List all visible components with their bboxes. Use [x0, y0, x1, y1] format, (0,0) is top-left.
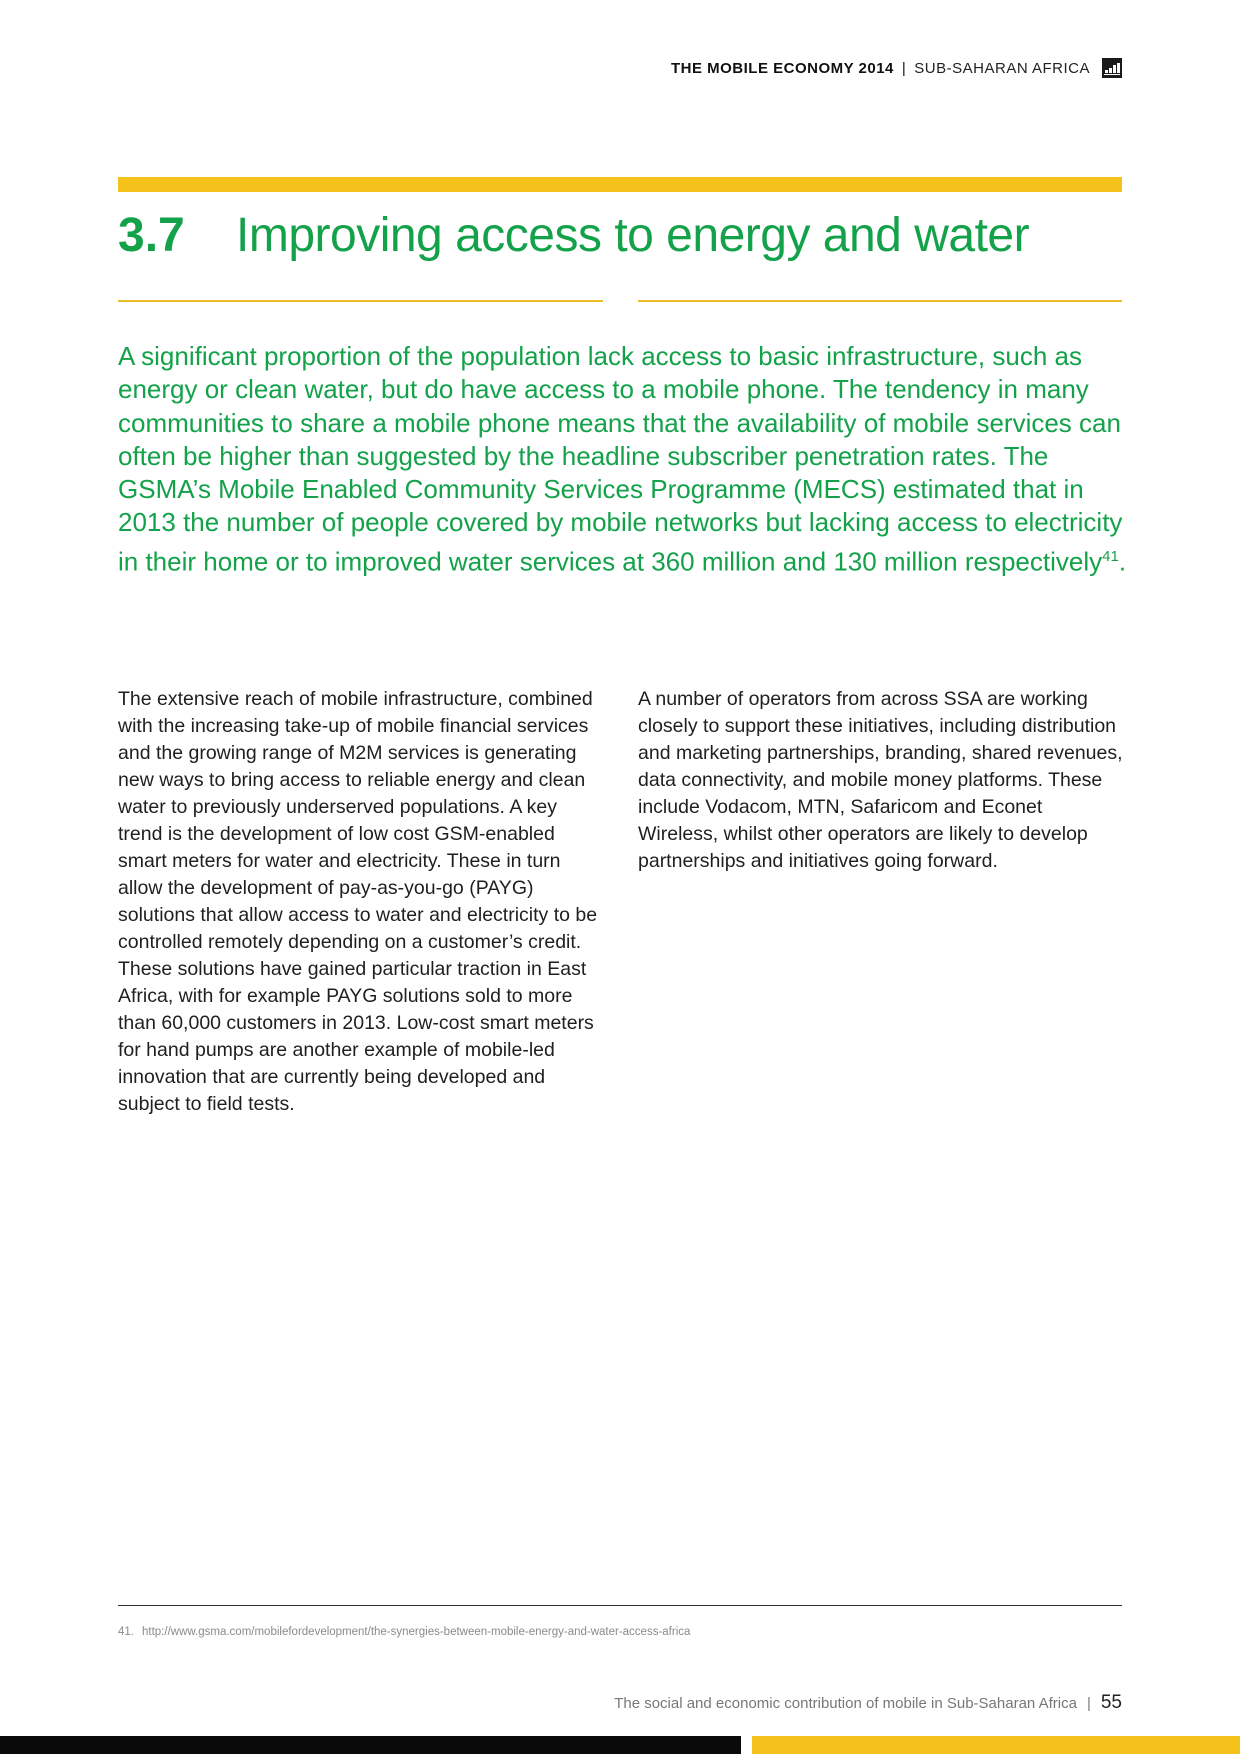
- header-separator: |: [901, 59, 907, 77]
- bottom-bar-yellow: [752, 1736, 1240, 1754]
- heading-rule-right: [638, 300, 1122, 302]
- footnote-link[interactable]: http://www.gsma.com/mobilefordevelopment/the-synergies-between-mobile-energy-and-water-access-africa: [142, 1626, 691, 1638]
- bottom-bar-black: [0, 1736, 741, 1754]
- body-column-left: The extensive reach of mobile infrastructure, combined with the increasing take-up of mobile financial services and the growing range of M2M services is generating new ways to bring access to reliable energy and clean water to previously underserved populations. A key trend is the development of low cost GSM-enabled smart meters for water and electricity. These in turn allow the development of pay-as-you-go (PAYG) solutions that allow access to water and electricity to be controlled remotely depending on a customer’s credit. These solutions have gained particular traction in East Africa, with for example PAYG solutions sold to more than 60,000 customers in 2013. Low-cost smart meters for hand pumps are another example of mobile-led innovation that are currently being developed and subject to field tests.: [118, 688, 598, 1115]
- footer-caption: The social and economic contribution of mobile in Sub-Saharan Africa: [614, 1694, 1077, 1712]
- body-column-right: A number of operators from across SSA are working closely to support these initiatives, including distribution and marketing partnerships, branding, shared revenues, data connectivity, and mobile money platforms. These include Vodacom, MTN, Safaricom and Econet Wireless, whilst other operators are likely to develop partnerships and initiatives going forward.: [638, 688, 1123, 872]
- footnote-divider: [118, 1605, 1122, 1606]
- section-heading: [118, 208, 1029, 263]
- footer-separator: |: [1086, 1694, 1091, 1712]
- intro-text: A significant proportion of the population lack access to basic infrastructure, such as energy or clean water, but do have access to a mobile phone. The tendency in many communities to share a mobile phone means that the availability of mobile services can often be higher than suggested by the headline subscriber penetration rates. The GSMA’s Mobile Enabled Community Services Programme (MECS) estimated that in 2013 the number of people covered by mobile networks but lacking access to electricity in their home or to improved water services at 360 million and 130 million respectively: [118, 341, 1123, 577]
- section-title: Improving access to energy and water: [236, 209, 1030, 262]
- region-label: SUB-SAHARAN AFRICA: [914, 59, 1090, 77]
- heading-rule-left: [118, 300, 603, 302]
- page-footer: [614, 1692, 1122, 1714]
- footnote-reference: 41: [1102, 547, 1119, 565]
- intro-end: .: [1118, 546, 1127, 577]
- footnote-number: 41.: [118, 1626, 134, 1638]
- page-number: 55: [1100, 1692, 1122, 1713]
- publication-title: THE MOBILE ECONOMY 2014: [670, 59, 894, 77]
- running-header: [671, 58, 1122, 78]
- footnote: [118, 1626, 690, 1638]
- intro-paragraph: [118, 340, 1128, 579]
- bar-chart-logo-icon: [1102, 58, 1122, 78]
- section-top-bar: [118, 177, 1122, 192]
- section-number: 3.7: [118, 209, 185, 262]
